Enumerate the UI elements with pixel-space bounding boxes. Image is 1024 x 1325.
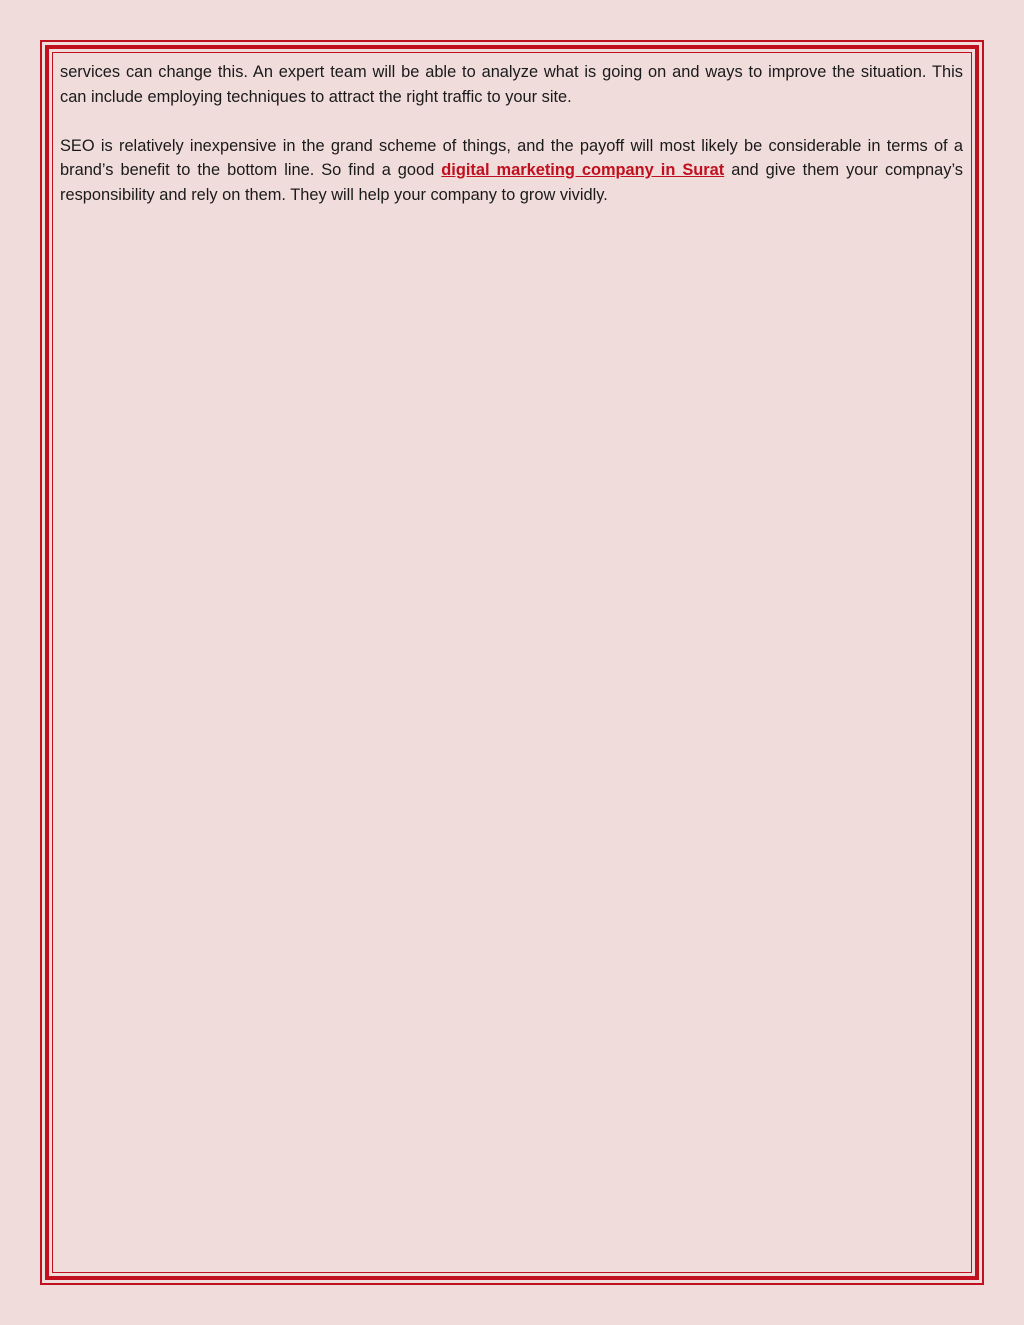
paragraph-2-text-after-link: and give them your compnay’s responsibility and rely on them. They will help your company to grow vividly. (60, 161, 963, 204)
paragraph-1: services can change this. An expert team will be able to analyze what is going on and ways to improve the situation. This can include employing techniques to attract the right traffic to your site. (60, 63, 963, 106)
digital-marketing-company-link[interactable]: digital marketing company in Surat (441, 161, 725, 179)
page-border-inner-line (52, 52, 972, 1273)
paragraph-2-text-before-link: SEO is relatively inexpensive in the grand scheme of things, and the payoff will most likely be considerable in terms of a brand’s benefit to the bottom line. So find a good (60, 136, 963, 179)
paragraph-2 (60, 134, 963, 208)
document-body (60, 60, 963, 232)
